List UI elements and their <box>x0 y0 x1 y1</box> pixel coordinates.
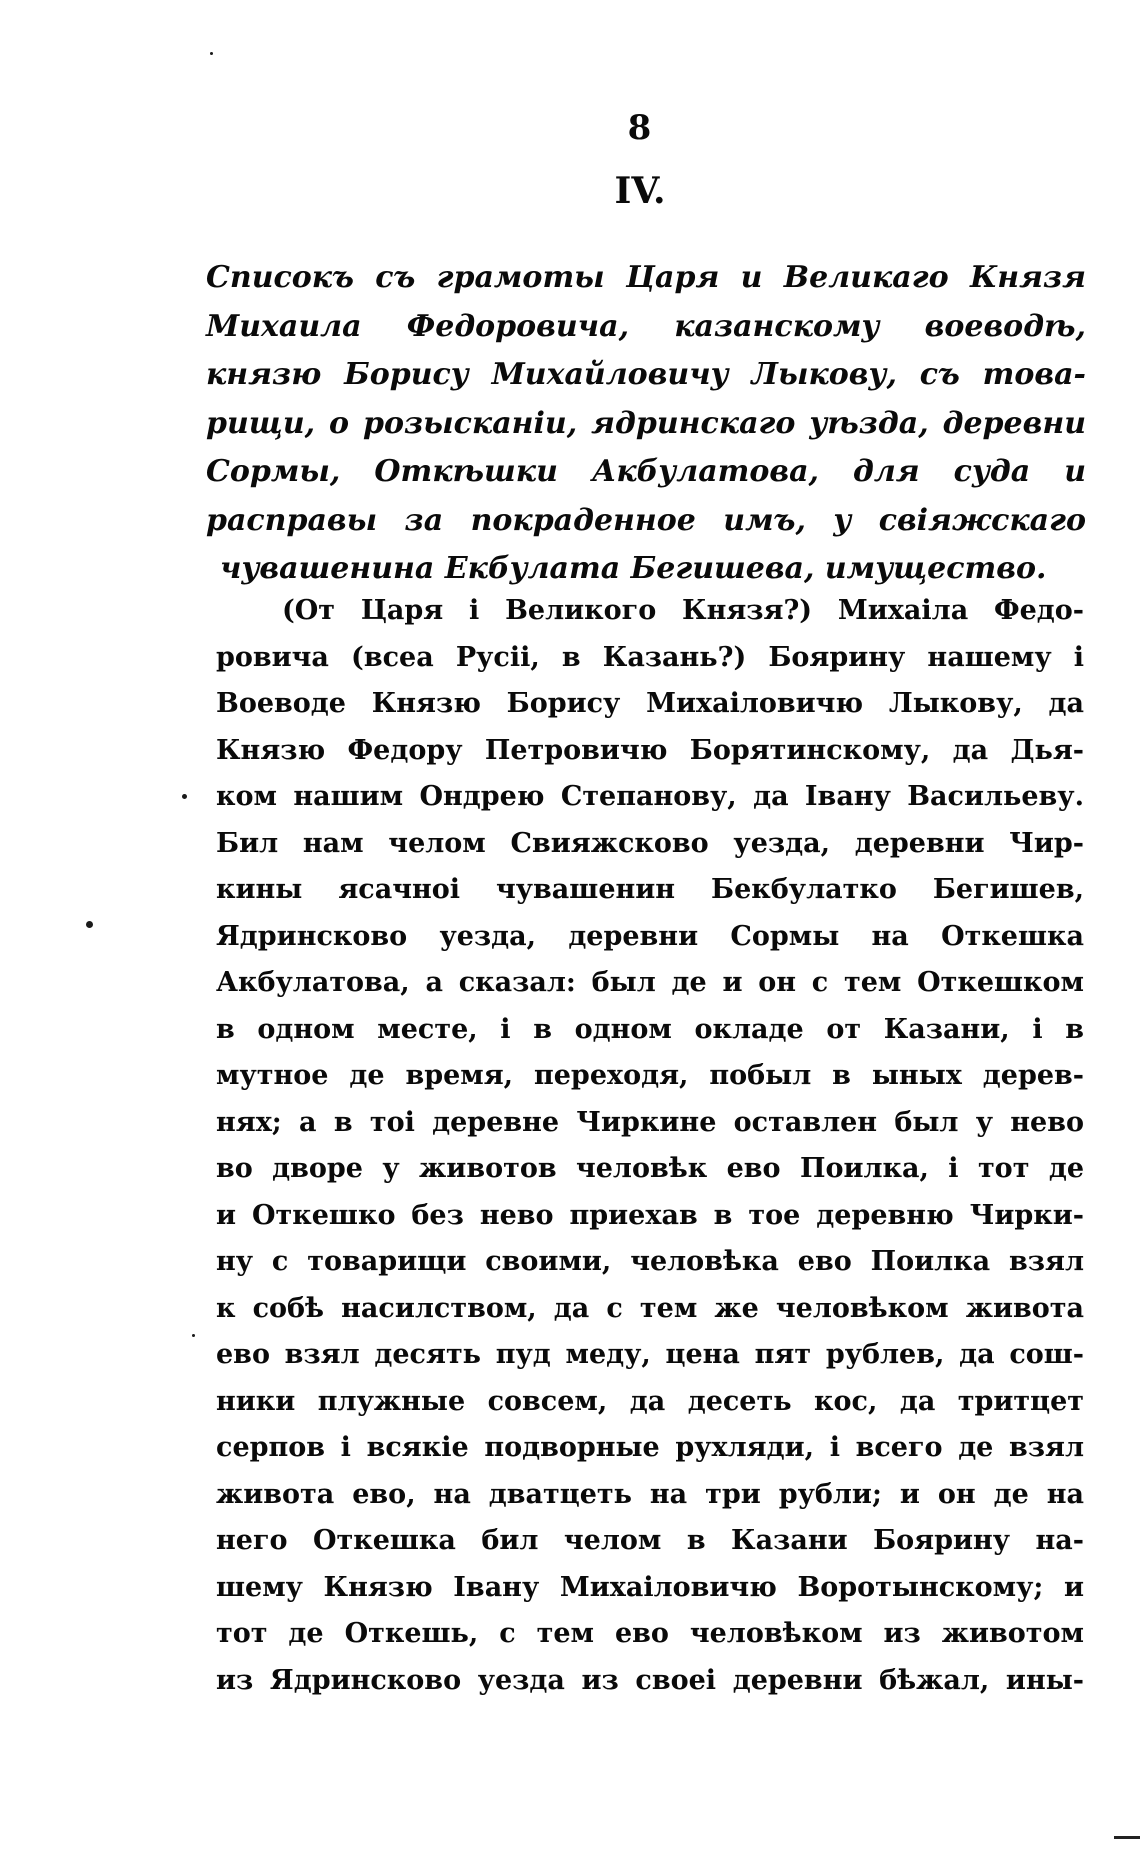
body-line: и Откешко без нево приехав в тое деревню Чирки- <box>216 1199 1084 1231</box>
body-line: во дворе у животов человѣк ево Поилка, і тот де <box>216 1153 1084 1184</box>
scan-speck <box>182 794 187 799</box>
scan-speck <box>192 1334 195 1337</box>
body-line: тот де Откешь, с тем ево человѣком из животом <box>216 1618 1084 1649</box>
page-edge-mark <box>1114 1836 1140 1839</box>
body-line: нях; а в тоі деревне Чиркине оставлен был у нево <box>216 1106 1084 1138</box>
scan-speck <box>86 921 93 928</box>
body-line: мутное де время, переходя, побыл в ыных дерев- <box>216 1060 1084 1091</box>
section-numeral: IV. <box>614 170 666 212</box>
body-line: шему Князю Івану Михаіловичю Воротынскому; и <box>216 1571 1084 1603</box>
heading-line: чувашенина Екбулата Бегишева, имущество. <box>220 551 1047 586</box>
body-line: к собѣ насилством, да с тем же человѣком живота <box>216 1292 1084 1324</box>
body-line: Князю Федору Петровичю Борятинскому, да Дья- <box>216 734 1084 766</box>
body-line: серпов і всякіе подворные рухляди, і всего де взял <box>216 1432 1084 1463</box>
body-line: кины ясачноі чувашенин Бекбулатко Бегишев, <box>216 874 1084 905</box>
body-line: Воеводе Князю Борису Михаіловичю Лыкову, да <box>216 688 1084 719</box>
body-line: из Ядринсково уезда из своеі деревни бѣжал, ины- <box>216 1664 1084 1696</box>
document-body <box>216 588 1084 1704</box>
heading-line: Михаила Федоровича, казанскому воеводѣ, <box>206 308 1086 344</box>
scan-speck <box>210 52 213 55</box>
heading-line: Списокъ съ грамоты Царя и Великаго Князя <box>206 260 1086 295</box>
heading-line: расправы за покраденное имъ, у свіяжскаго <box>206 502 1086 538</box>
document-heading <box>206 254 1086 594</box>
heading-line: князю Борису Михайловичу Лыкову, съ това- <box>206 357 1086 392</box>
body-line: Ядринсково уезда, деревни Сормы на Откешка <box>216 920 1084 952</box>
body-line: Акбулатова, а сказал: был де и он с тем Откешком <box>216 967 1084 998</box>
body-line: ники плужные совсем, да десеть кос, да тритцет <box>216 1385 1084 1417</box>
body-line: ну с товарищи своими, человѣка ево Поилка взял <box>216 1246 1084 1277</box>
body-line: ровича (всеа Русіі, в Казань?) Боярину нашему і <box>216 641 1084 673</box>
page-number: 8 <box>627 108 653 148</box>
heading-line: Сормы, Откѣшки Акбулатова, для суда и <box>206 454 1086 489</box>
body-line: в одном месте, і в одном окладе от Казани, і в <box>216 1013 1084 1045</box>
body-line: Бил нам челом Свияжсково уезда, деревни Чир- <box>216 827 1084 859</box>
heading-line: рищи, о розысканіи, ядринскаго уѣзда, деревни <box>206 405 1086 441</box>
body-line: (От Царя і Великого Князя?) Михаіла Федо- <box>282 595 1084 626</box>
body-line: живота ево, на дватцеть на три рубли; и он де на <box>216 1478 1084 1510</box>
body-line: ево взял десять пуд меду, цена пят рублев, да сош- <box>216 1339 1084 1370</box>
body-line: него Откешка бил челом в Казани Боярину на- <box>216 1525 1084 1556</box>
body-line: ком нашим Ондрею Степанову, да Івану Васильеву. <box>216 781 1084 812</box>
